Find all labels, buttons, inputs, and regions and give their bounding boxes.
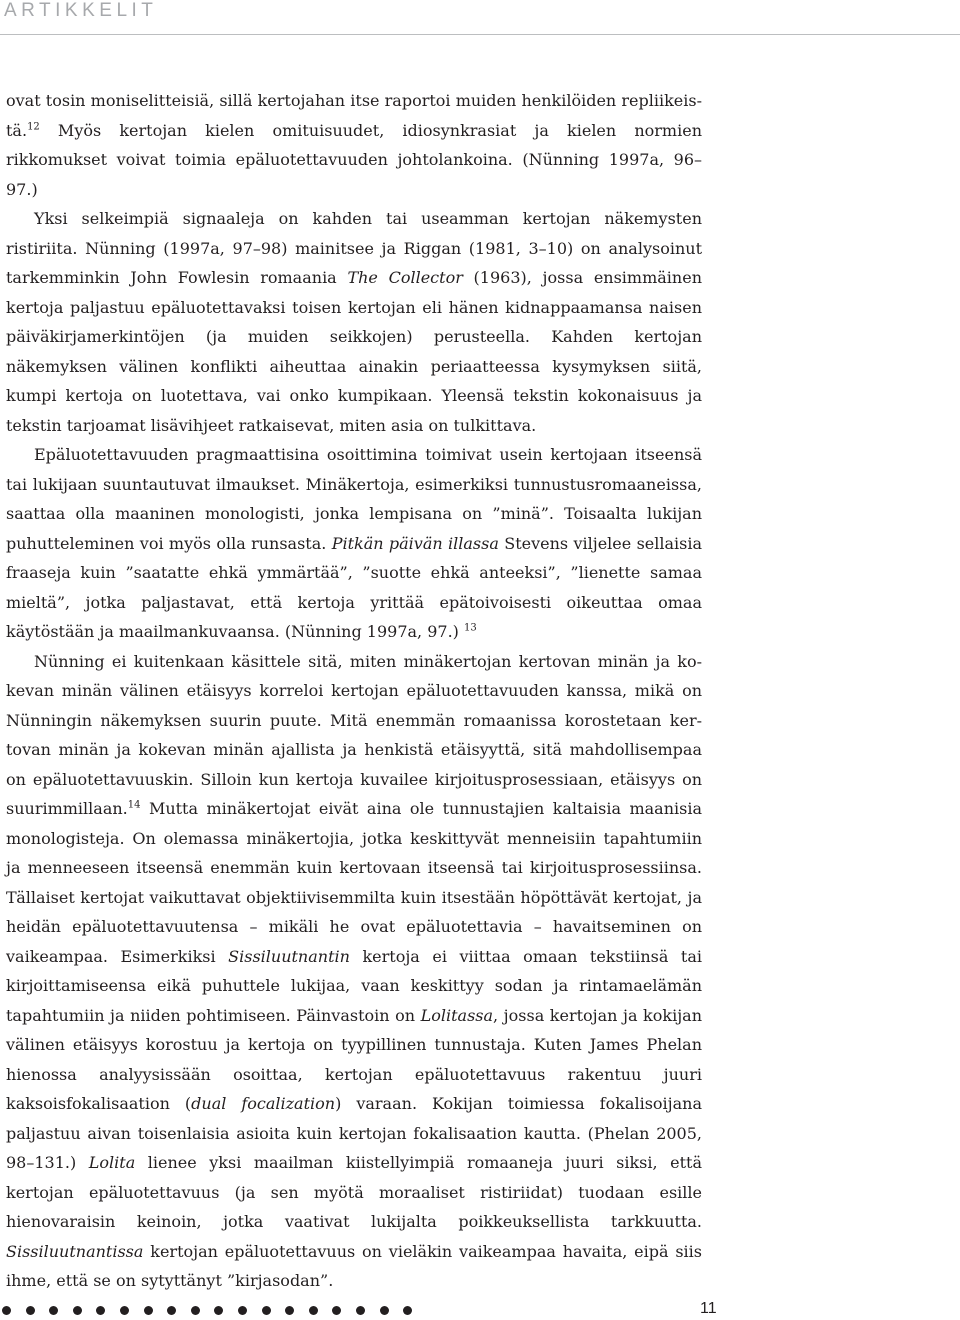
article-body xyxy=(6,86,702,1296)
page-number: 11 xyxy=(700,1300,717,1317)
text-run: , jossa kertojan ja kokijan välinen etäisyys korostuu ja kertoja on tyypillinen tunnustaja. Kuten James Phelan hienossa analyysissään osoittaa, kertojan epäluotettavuus rakentuu juuri kaksoisfokalisaation ( xyxy=(6,1005,703,1113)
footer-dot xyxy=(144,1306,153,1315)
text-run: kertojan epäluotettavuus on vieläkin vaikeampaa havaita, eipä siis ihme, että se on sytyttänyt ”kirjasodan”. xyxy=(6,1241,702,1290)
italic-title: dual focalization xyxy=(191,1094,336,1113)
section-label: ARTIKKELIT xyxy=(4,0,158,21)
footer-dot xyxy=(238,1306,247,1315)
footnote-marker: 13 xyxy=(463,622,477,634)
footnote-marker: 14 xyxy=(127,799,141,811)
italic-title: Lolita xyxy=(88,1153,136,1172)
text-run: ovat tosin moniselitteisiä, sillä kertojahan itse raportoi muiden henkilöiden repliikeistä. xyxy=(6,91,702,140)
footer-dot xyxy=(309,1306,318,1315)
text-run: ) varaan. Kokijan toimiessa fokalisoijana paljastuu aivan toisenlaisia asioita kuin kertojan fokalisaation kautta. (Phelan 2005, 98–131.) xyxy=(6,1094,703,1172)
text-run: Mutta minäkertojat eivät aina ole tunnustajien kaltaisia maanisia monologisteja. On olemassa minäkertojia, jotka keskittyvät menneisiin tapahtumiin ja menneeseen itseensä enemmän kuin kertovaan itseensä tai kirjoitusprosessiinsa. Tällaiset kertojat vaikuttavat objektiivisemmilta kuin itsestään höpöttävät kertojat, ja heidän epäluotettavuutensa – mikäli he ovat epäluotettavia – havaitseminen on vaikeampaa. Esimerkiksi xyxy=(6,799,702,966)
footer-dot xyxy=(403,1306,412,1315)
italic-title: Sissiluutnantissa xyxy=(6,1241,144,1261)
paragraph xyxy=(6,647,702,1296)
text-run: lienee yksi maailman kiistellyimpiä romaaneja juuri siksi, että kertojan epäluotettavuus (ja sen myötä moraaliset ristiriidat) tuodaan esille hienovaraisin keinoin, jotka vaativat lukijalta poikkeuksellista tarkkuutta. xyxy=(6,1153,702,1231)
italic-title: Sissiluutnantin xyxy=(228,946,350,966)
footer-dot xyxy=(285,1306,294,1315)
footer-dot xyxy=(191,1306,200,1315)
footer-dot xyxy=(26,1306,35,1315)
paragraph xyxy=(6,86,702,204)
footer-dot xyxy=(120,1306,129,1315)
footer-dot xyxy=(167,1306,176,1315)
paragraph xyxy=(6,204,702,440)
footer-dot-row xyxy=(2,1306,412,1315)
footer-dot xyxy=(380,1306,389,1315)
footer-dot xyxy=(214,1306,223,1315)
text-run: (1963), jossa ensimmäinen kertoja paljastuu epäluotettavaksi toisen kertojan eli hänen kidnappaamansa naisen päiväkirjamerkintöjen (ja muiden seikkojen) perusteella. Kahden kertojan näkemyksen välinen konflikti aiheuttaa ainakin periaatteessa kysymyksen siitä, kumpi kertoja on luotettava, vai onko kumpikaan. Yleensä tekstin kokonaisuus ja tekstin tarjoamat lisävihjeet ratkaisevat, miten asia on tulkittava. xyxy=(6,268,702,435)
footnote-marker: 12 xyxy=(27,121,40,133)
text-run: Yksi selkeimpiä signaaleja on kahden tai useamman kertojan näkemysten ristiriita. Nünning (1997a, 97–98) mainitsee ja Riggan (1981, 3–10) on analysoinut tarkemminkin John Fowlesin romaania xyxy=(6,209,702,287)
italic-title: Pitkän päivän illassa xyxy=(331,533,499,553)
italic-title: Lolitassa xyxy=(420,1005,494,1025)
text-run: kertoja ei viittaa omaan tekstiinsä tai kirjoittamiseensa eikä puhuttele lukijaa, vaan keskittyy sodan ja rintamaelämän tapahtumiin ja niiden pohtimiseen. Päinvastoin on xyxy=(6,946,703,1025)
footer-dot xyxy=(73,1306,82,1315)
footer-dot xyxy=(96,1306,105,1315)
italic-title: The Collector xyxy=(347,268,463,287)
paragraph xyxy=(6,440,702,647)
text-run: Myös kertojan kielen omituisuudet, idiosynkrasiat ja kielen normien rikkomukset voivat toimia epäluotettavuuden johtolankoina. (Nünning 1997a, 96–97.) xyxy=(6,120,702,199)
text-run: Stevens viljelee sellaisia fraaseja kuin ”saatatte ehkä ymmärtää”, ”suotte ehkä anteeksi”, ”lienette samaa mieltä”, jotka paljastavat, että kertoja yrittää epätoivoisesti oikeuttaa omaa käytöstään ja maailmankuvaansa. (Nünning 1997a, 97.) xyxy=(6,533,703,641)
footer-dot xyxy=(356,1306,365,1315)
footer-dot xyxy=(262,1306,271,1315)
footer-dot xyxy=(2,1306,11,1315)
text-run: Epäluotettavuuden pragmaattisina osoittimina toimivat usein kertojaan itseensä tai lukijaan suuntautuvat ilmaukset. Minäkertoja, esimerkiksi tunnustusromaaneissa, saattaa olla maaninen monologisti, jonka lempisana on ”minä”. Toisaalta lukijan puhutteleminen voi myös olla runsasta. xyxy=(6,445,702,553)
footer-dot xyxy=(49,1306,58,1315)
text-run: Nünning ei kuitenkaan käsittele sitä, miten minäkertojan kertovan minän ja kokevan minän välinen etäisyys korreloi kertojan epäluotettavuuden kanssa, mikä on Nünningin näkemyksen suurin puute. Mitä enemmän romaanissa korostetaan kertovan minän ja kokevan minän ajallista ja henkistä etäisyyttä, sitä mahdollisempaa on epäluotettavuuskin. Silloin kun kertoja kuvailee kirjoitusprosessiaan, etäisyys on suurimmillaan. xyxy=(6,651,702,818)
header-divider xyxy=(0,34,960,35)
footer-dot xyxy=(332,1306,341,1315)
